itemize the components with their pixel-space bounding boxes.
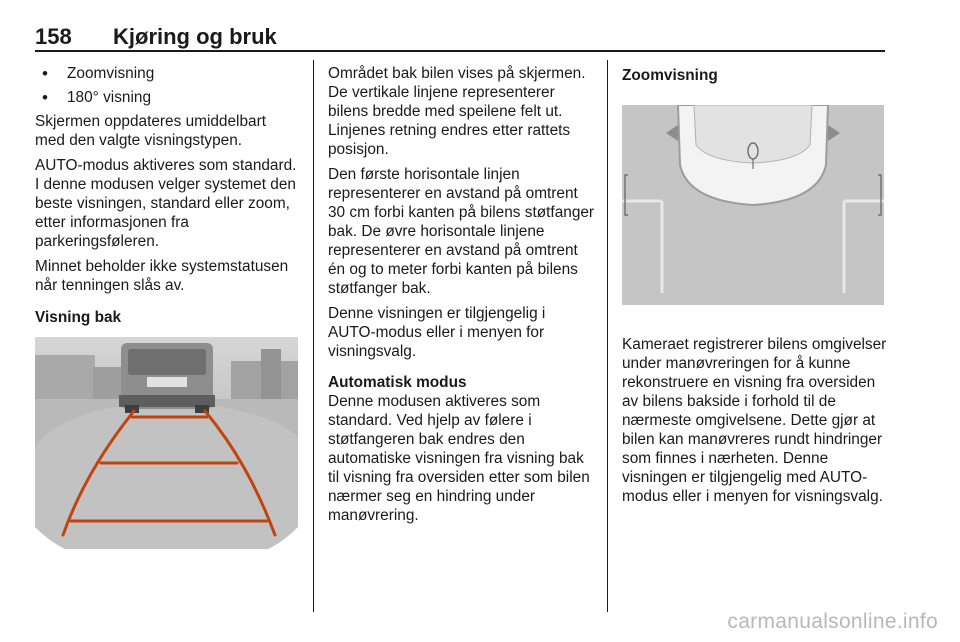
heading-rear-view: Visning bak — [35, 309, 122, 326]
rear-view-camera-illustration — [35, 337, 298, 549]
column-1 — [35, 64, 300, 549]
watermark: carmanualsonline.info — [727, 610, 938, 633]
zoom-view-camera-illustration — [622, 105, 884, 305]
heading-zoom-view: Zoomvisning — [622, 67, 718, 84]
paragraph-auto-mode: AUTO-modus aktiveres som standard. I denne modusen velger systemet den beste visningen, standard eller zoom, etter informasjonen fra parkeringsføleren. — [35, 157, 297, 250]
heading-auto-mode: Automatisk modus — [328, 374, 467, 391]
paragraph-rear-area: Området bak bilen vises på skjermen. De vertikale linjene representerer bilens bredde med speilene felt ut. Linjenes retning endres etter rattets posisjon. — [328, 65, 586, 158]
paragraph-screen-update: Skjermen oppdateres umiddelbart med den valgte visningstypen. — [35, 113, 266, 149]
column-divider-1 — [313, 60, 314, 612]
paragraph-auto-mode-detail: Denne modusen aktiveres som standard. Ved hjelp av følere i støtfangeren bak endres den automatiske visningen fra visning bak til visning fra oversiden etter som bilen nærmer seg en hindring under manøvrering. — [328, 393, 590, 524]
paragraph-horizontal-lines: Den første horisontale linjen representerer en avstand på omtrent 30 cm forbi kanten på bilens støtfanger bak. De øvre horisontale linjene representerer en avstand på omtrent én og to meter forbi kanten på bilens støtfanger bak. — [328, 166, 595, 297]
column-2 — [328, 64, 596, 531]
chapter-title: Kjøring og bruk — [113, 24, 277, 49]
paragraph-memory: Minnet beholder ikke systemstatusen når tenningen slås av. — [35, 258, 289, 294]
bullet-180-view: • 180° visning — [35, 88, 300, 107]
header-rule — [35, 50, 885, 52]
column-divider-2 — [607, 60, 608, 612]
column-3 — [622, 64, 892, 512]
page-number: 158 — [35, 24, 72, 49]
paragraph-camera-records: Kameraet registrerer bilens omgivelser under manøvreringen for å kunne rekonstruere en visning fra oversiden av bilens bakside i forhold til de nærmeste omgivelsene. Dette gjør at bilen kan manøvreres rundt hindringer som finnes i nærheten. Denne visningen er tilgjengelig med AUTO-modus eller i menyen for visningsvalg. — [622, 336, 887, 505]
paragraph-availability: Denne visningen er tilgjengelig i AUTO-modus eller i menyen for visningsvalg. — [328, 305, 546, 360]
page-header — [35, 20, 885, 52]
bullet-zoom-view: • Zoomvisning — [35, 64, 300, 83]
